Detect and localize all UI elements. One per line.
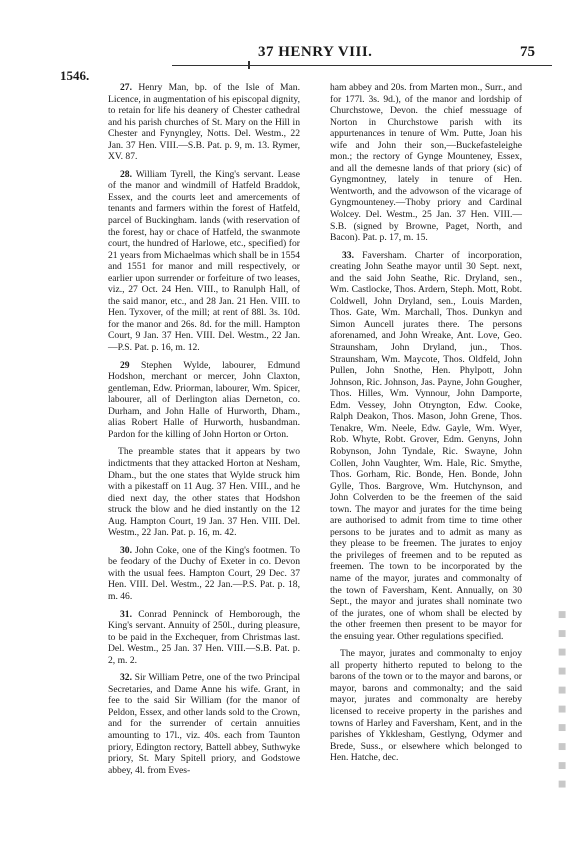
entry-number: 27. bbox=[120, 82, 132, 93]
entry-32 bbox=[108, 672, 300, 776]
header-rule bbox=[172, 65, 552, 66]
entry-number: 30. bbox=[120, 544, 132, 556]
left-column bbox=[108, 82, 300, 782]
entry-text: Faversham. Charter of incorporation, creating John Seathe mayor until 30 Sept. next, and the said John Seathe, Ric. Dryland, sen., Wm. Castlocke, Thos. Ardern, Steph. Mott, Robt. Coldwell, John Dryland, sen., Louis Marden, Thos. Gate, Wm. Marchall, Thos. Dunkyn and Simon Auncell jurates there. The persons aforenamed, and John Wreake, Ant. Love, Geo. Straunsham, John Dryland, jun., Thos. Straunsham, Wm. Maycote, Thos. Oldfeld, John Pullen, John Snothe, Hen. Phylpott, John Johnson, Ric. Johnson, Jas. Payne, John Gougher, Thos. Hilles, Wm. Vynnour, John Damporte, Edm. Vessey, John Otryngton, Edw. Cooke, Ralph Deakon, Thos. Mason, John Grene, Thos. Tenakre, Wm. Neele, Edw. Gayle, Wm. Wyer, Rob. Whyte, Robt. Grover, Edm. Genyns, John Robynson, John Tyndale, Ric. Swayne, John Collen, John Vaughter, Wm. Hale, Ric. Smythe, Thos. Gorham, Ric. Bonde, Hen. Bonde, John Gylle, Thos. Bargrove, Wm. Hutchynson, and John Colverden to be the freemen of the said town. The mayor and jurates for the time being are authorised to admit from time to time other persons to be jurates and to admit as many as they please to be freemen. The jurates to enjoy the privileges of freemen and to be reputed as freemen. The town to be incorporated by the name of the mayor, jurates and commonalty of the town of Faversham, Kent. Annually, on 30 Sept., the mayor and jurates shall nominate two of the jurates, one of whom shall be elected by the other freemen then present to be mayor for the ensuing year. Other regulations specified. bbox=[330, 249, 522, 642]
entry-33-continuation bbox=[330, 648, 522, 763]
entry-text: Sir William Petre, one of the two Principal Secretaries, and Dame Anne his wife. Grant, in fee to the said Sir William (for the manor of Peldon, Essex, and other lands sold to the Crown, and for the surrender of certain annuities amounting to 17l., viz. 40s. each from Taunton priory, Edington rectory, Battell abbey, Suthwyke priory, St. Mary Spitell priory, and Godstowe abbey, 4l. from Eves- bbox=[108, 672, 300, 776]
entry-29 bbox=[108, 360, 300, 441]
entry-27 bbox=[108, 82, 300, 163]
entry-31 bbox=[108, 609, 300, 667]
entry-number: 32. bbox=[120, 672, 132, 684]
entry-text: John Coke, one of the King's footmen. To be feodary of the Duchy of Exeter in co. Devon with the usual fees. Hampton Court, 29 Dec. 37 Hen. VIII. Del. Westm., 22 Jan.—P.S. Pat. p. 18, m. 46. bbox=[108, 544, 300, 602]
entry-28 bbox=[108, 169, 300, 354]
header-rule-mark bbox=[248, 61, 250, 69]
entry-number: 28. bbox=[120, 168, 132, 180]
entry-text: ham abbey and 20s. from Marten mon., Surr., and for 177l. 3s. 9d.), of the manor and lordship of Churchstowe, Devon. the chief messuage of Norton in Churchstowe parish with its appurtenances in tenure of Wm. Putte, Joan his wife and John their son,—Buckefasteleighe mon.; the rectory of Gynge Mounteney, Essex, and all the demesne lands of that priory (sic) of Gyngmontney, lately in tenure of Hen. Wentworth, and the advowson of the vicarage of Gyngmounteney.—Thoby priory and Cardinal Wolcey. Del. Westm., 25 Jan. 37 Hen. VIII.—S.B. (signed by Browne, Paget, North, and Bacon). Pat. p. 17, m. 15. bbox=[330, 82, 522, 244]
entry-text: Henry Man, bp. of the Isle of Man. Licence, in augmentation of his episcopal dignity, to retain for life his deanery of Chester cathedral and his parish churches of St. Mary on the Hill in Chester and Fynyngley, Notts. Del. Westm., 22 Jan. 37 Hen. VIII.—S.B. Pat. p. 9, m. 13. Rymer, XV. 87. bbox=[108, 82, 300, 163]
side-watermark: ■ ■ ■ ■ ■ ■ ■ ■ ■ ■ bbox=[557, 610, 567, 793]
entry-text: Conrad Penninck of Hemborough, the King's servant. Annuity of 250l., during pleasure, to be paid in the Exchequer, from Christmas last. Del. Westm., 25 Jan. 37 Hen. VIII.—S.B. Pat. p. 2, m. 2. bbox=[108, 608, 300, 666]
running-head-title: 37 HENRY VIII. bbox=[258, 44, 373, 60]
entry-text: William Tyrell, the King's servant. Lease of the manor and windmill of Hatfeld Braddok, Essex, and the courts leet and amercements of tenants and farmers within the forest of Hatfeld, parcel of Buckingham. lands (with reservation of the forest, hay or chace of Hatfeld, the swanmote court, the hundred of Harlowe, etc., specified) for 21 years from Michaelmas which shall be in 1554 and 1551 for manor and mill respectively, or earlier upon surrender or forfeiture of two leases, viz., 27 Oct. 24 Hen. VIII., to Ranulph Hall, of the said manor, etc., and 28 Jan. 21 Hen. VIII. to Hen. Tyxover, of the mill; at rent of 88l. 3s. 10d. for the manor and 26s. 8d. for the mill. Hampton Court, 9 Jan. 37 Hen. VIII. Del. Westm., 22 Jan.—P.S. Pat. p. 16, m. 12. bbox=[108, 168, 300, 354]
entry-text: The mayor, jurates and commonalty to enjoy all property hitherto reputed to belong to the barons of the town or to the mayor and barons, or mayor, barons and commonalty; and the said mayor, jurates and commonalty are hereby licensed to receive property in the parishes and towns of Harley and Faversham, Kent, and in the parishes of Ykklesham, Gestlyng, Odymer and Brede, Suss., or elsewhere which belonged to Hen. Hatche, dec. bbox=[330, 648, 522, 764]
entry-text: The preamble states that it appears by two indictments that they attacked Horton at Nesham, Dham., but the one states that Wylde struck him with a pikestaff on 11 Aug. 37 Hen. VIII., and he died next day, the other states that Hodshon struck the blow and he died instantly on the 12 Aug. Hampton Court, 19 Jan. 37 Hen. VIII. Del. Westm., 22 Jan. Pat. p. 16, m. 42. bbox=[108, 446, 300, 539]
entry-number: 31. bbox=[120, 608, 132, 620]
right-column bbox=[330, 82, 522, 770]
entry-29-continuation bbox=[108, 446, 300, 538]
year-marginal: 1546. bbox=[60, 68, 90, 83]
entry-text: Stephen Wylde, labourer, Edmund Hodshon, merchant or mercer, John Claxton, gentleman, Edw. Priorman, labourer, Wm. Spicer, labourer, all of Derlington alias Derneton, co. Durham, and John Halle of Hurworth, Dham., alias Robert Halle of Hurworth, husbandman. Pardon for the killing of John Horton or Orton. bbox=[108, 359, 300, 440]
entry-33 bbox=[330, 250, 522, 643]
entry-32-continuation bbox=[330, 82, 522, 244]
entry-number: 33. bbox=[342, 249, 354, 261]
entry-30 bbox=[108, 545, 300, 603]
page-number: 75 bbox=[520, 44, 535, 60]
entry-number: 29 bbox=[120, 359, 130, 371]
